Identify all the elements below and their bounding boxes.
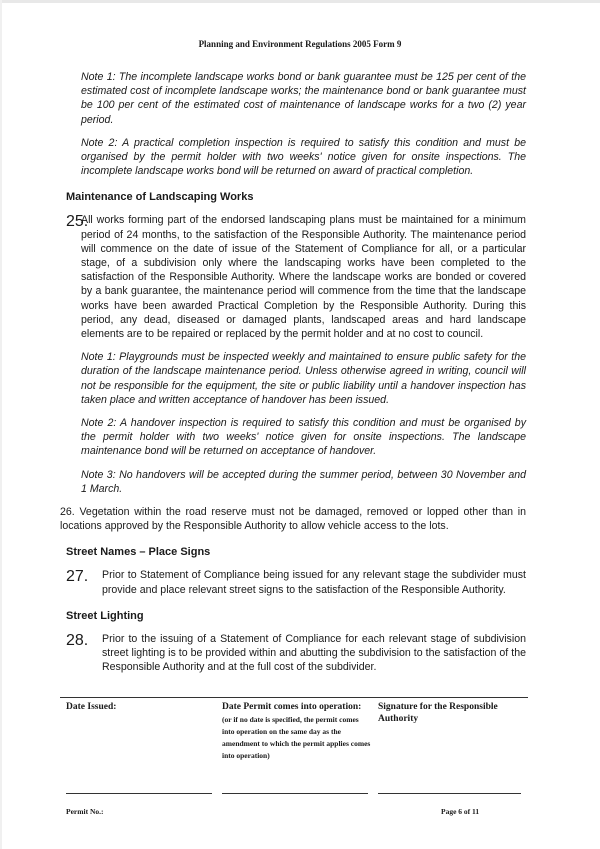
date-permit-column [222, 701, 372, 762]
page-number: Page 6 of 11 [441, 807, 480, 816]
condition-text: Prior to Statement of Compliance being issued for any relevant stage the subdivider must provide and place relevant street signs to the satisfaction of the Responsible Authority. [102, 569, 526, 596]
condition-26: 26. Vegetation within the road reserve must not be damaged, removed or lopped other than in locations approved by the Responsible Authority to allow vehicle access to the lots. [60, 506, 526, 533]
condition-28 [66, 632, 526, 675]
date-permit-label: Date Permit comes into operation: [222, 702, 362, 712]
section-heading-maintenance: Maintenance of Landscaping Works [66, 191, 254, 204]
note-practical-completion: Note 2: A practical completion inspection is required to satisfy this condition and must be organised by the permit holder with two weeks' notice given for onsite inspections. The incomplete landscape works bond will be returned on award of practical completion. [81, 136, 526, 178]
condition-text: All works forming part of the endorsed landscaping plans must be maintained for a minimum period of 24 months, to the satisfaction of the Responsible Authority. The maintenance period will commence on the date of issue of the Statement of Compliance for all, or a particular stage, of a subdivision only where the landscaping works have been completed to the satisfaction of the Responsible Authority. Where the landscape works are bonded or covered by a bank guarantee, the maintenance period will commence from the time that the landscape works have been awarded Practical Completion by the Responsible Authority. During this period, any dead, diseased or damaged plants, landscaped areas and hard landscape elements are to be repaired or replaced by the permit holder and at no cost to council. [81, 214, 526, 341]
page-header: Planning and Environment Regulations 2005 Form 9 [198, 39, 402, 49]
permit-number-label: Permit No.: [66, 807, 104, 816]
note-summer-period: Note 3: No handovers will be accepted during the summer period, between 30 November and 1 March. [81, 468, 526, 495]
condition-text: Prior to the issuing of a Statement of Compliance for each relevant stage of subdivision street lighting is to be provided within and abutting the subdivision to the satisfaction of the Responsible Authority and at the full cost of the subdivider. [102, 632, 526, 674]
condition-27 [66, 568, 526, 596]
date-permit-note: (or if no date is specified, the permit comes into operation on the same day as the amendment to which the permit applies comes into operation) [222, 715, 371, 760]
signature-line [378, 793, 521, 794]
condition-25 [66, 213, 526, 341]
note-playgrounds: Note 1: Playgrounds must be inspected weekly and maintained to ensure public safety for the duration of the landscape maintenance period. Unless otherwise agreed in writing, council will not be responsible for the equipment, the site or public liability until a handover inspection has taken place and written acceptance of handover has been issued. [81, 351, 526, 406]
issue-details-table [60, 697, 528, 760]
scan-edge [0, 0, 2, 849]
scan-edge [0, 0, 600, 3]
date-permit-line [222, 793, 368, 794]
note-handover-inspection: Note 2: A handover inspection is required to satisfy this condition and must be organised by the permit holder with two weeks' notice given for onsite inspections. The landscape maintenance bond will be returned on acceptance of handover. [81, 417, 526, 458]
date-issued-label: Date Issued: [66, 702, 117, 712]
condition-number: 27. [66, 568, 89, 586]
signature-label: Signature for the Responsible Authority [378, 702, 498, 724]
date-issued-line [66, 793, 212, 794]
condition-number: 28. [66, 631, 89, 649]
note-bond: Note 1: The incomplete landscape works bond or bank guarantee must be 125 per cent of the estimated cost of incomplete landscape works; the maintenance bond or bank guarantee must be 100 per cent of the estimated cost of maintenance of landscape works for a two (2) year period. [81, 71, 526, 126]
document-body [60, 70, 526, 675]
section-heading-street-lighting: Street Lighting [66, 609, 144, 622]
section-heading-street-names: Street Names – Place Signs [66, 546, 211, 559]
condition-number: 25. [66, 213, 89, 231]
